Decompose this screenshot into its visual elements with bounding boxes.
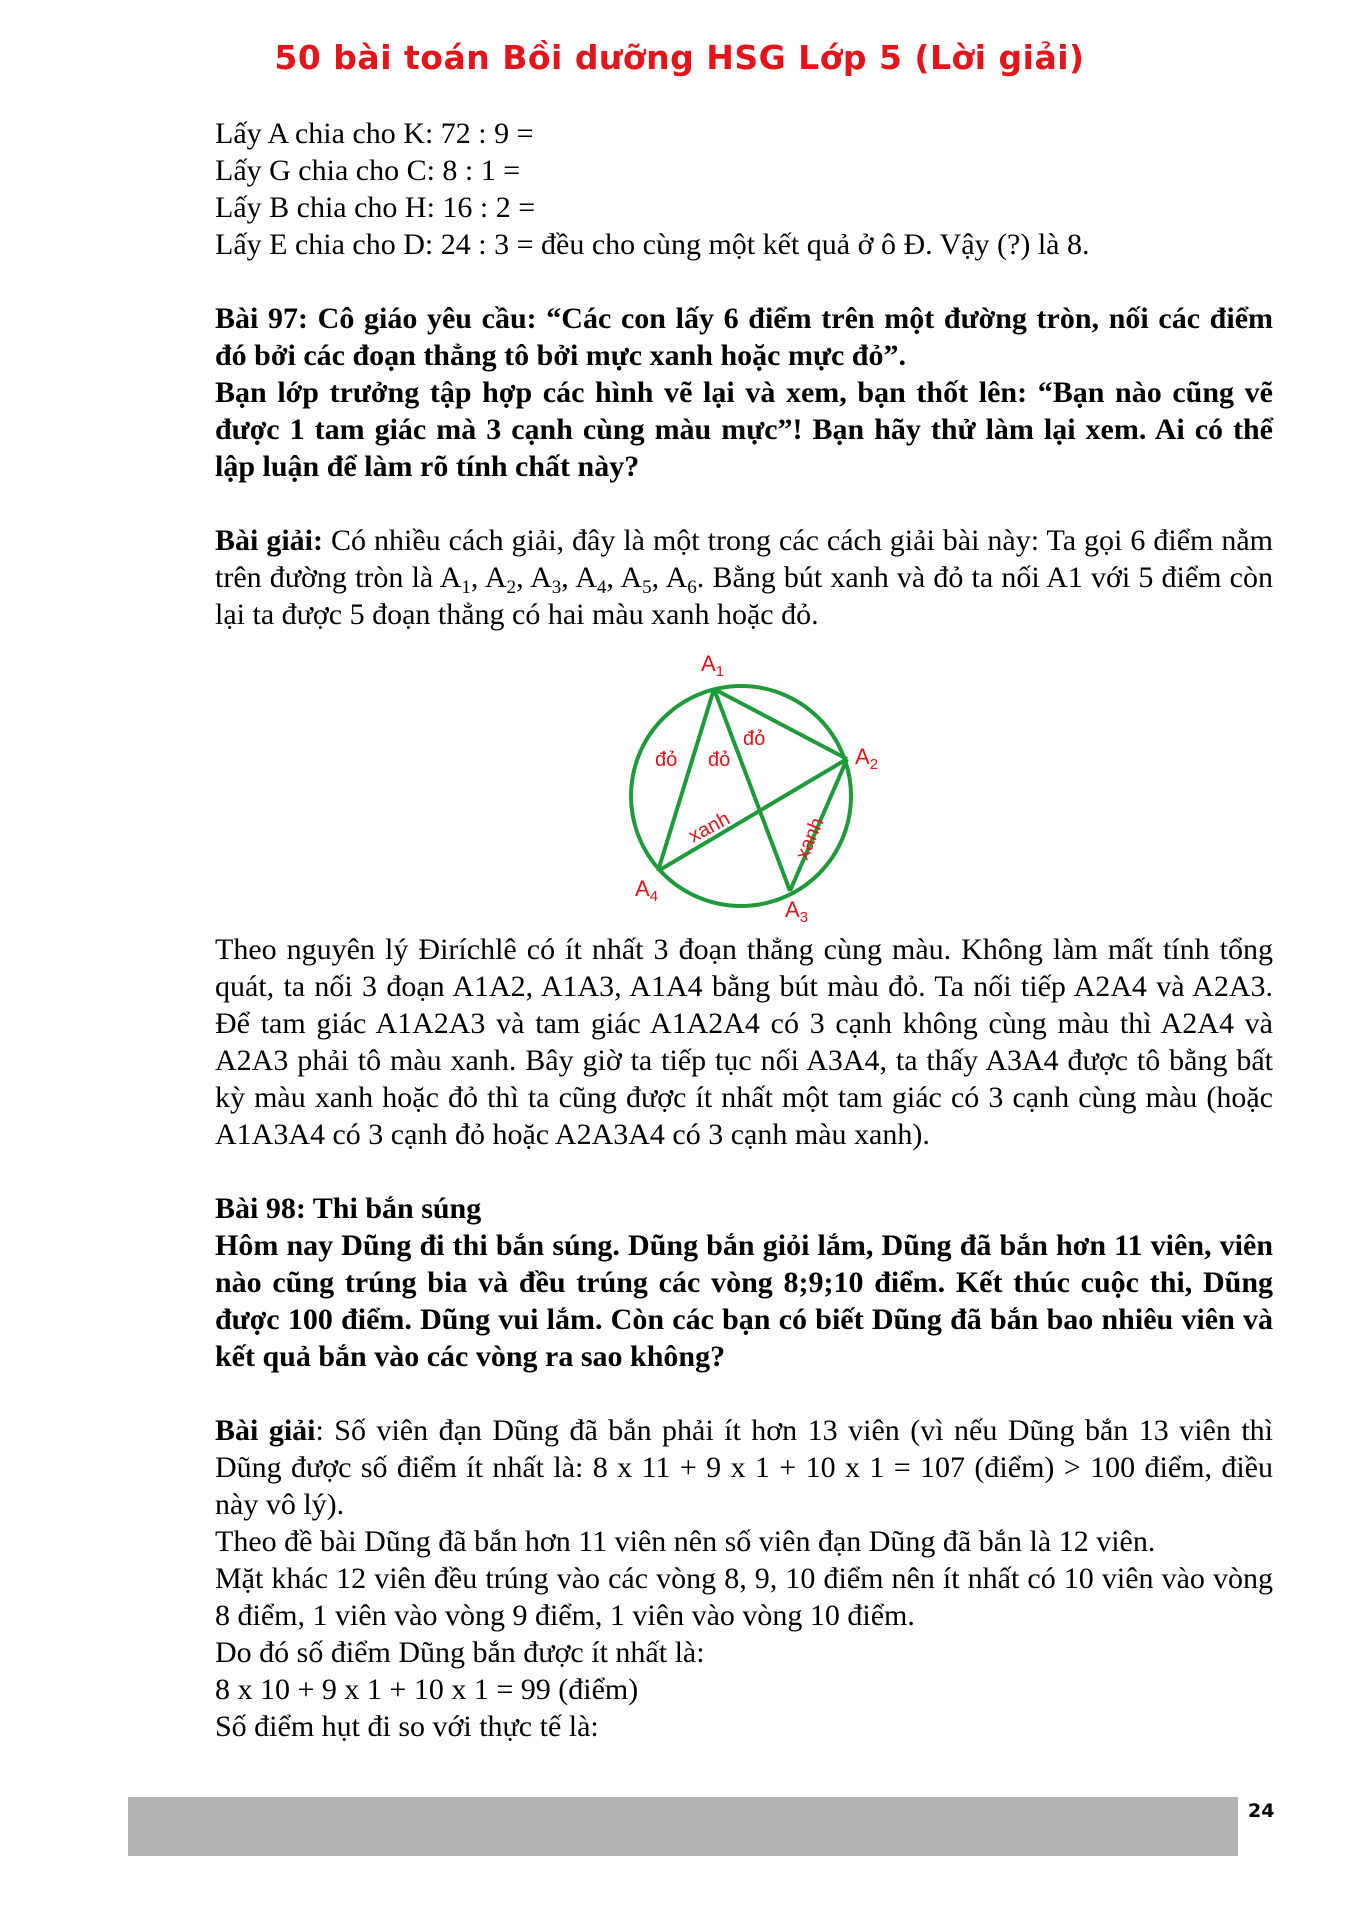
edge-label-cross: xanh: [685, 807, 734, 848]
page-content: [215, 115, 1273, 1745]
bai97-solution-1b: Bằng bút xanh và đỏ ta nối A1 với 5 điểm còn lại ta được 5 đoạn thẳng có hai màu xanh hoặc đỏ.: [215, 561, 1273, 631]
vertex-a3-label: $A_3$: [785, 897, 809, 926]
spacer: [215, 485, 1273, 522]
edge-label-top: đỏ: [743, 728, 766, 750]
edge-a1-a3: [714, 689, 790, 891]
intro-line-3: Lấy B chia cho H: 16 : 2 =: [215, 191, 536, 224]
bai98-solution-1-text: : Số viên đạn Dũng đã bắn phải ít hơn 13 viên (vì nếu Dũng bắn 13 viên thì Dũng được số điểm ít nhất là: 8 x 11 + 9 x 1 + 10 x 1 = 107 (điểm) > 100 điểm, điều này vô lý).: [215, 1414, 1273, 1521]
vertex-a4-label: $A_4$: [635, 876, 659, 905]
bai98-solution-1: [215, 1412, 1273, 1523]
spacer: [215, 1153, 1273, 1190]
bai97-solution-1: Bài giải: Có nhiều cách giải, đây là một trong các cách giải bài này: Ta gọi 6 điểm nằm trên đường tròn là $A_1$, $A_2$, $A_3$, $A_4$, $A_5$, $A_6$. Bằng bút xanh và đỏ ta nối A1 với 5 điểm còn lại ta được 5 đoạn thẳng có hai màu xanh hoặc đỏ.: [215, 524, 1273, 631]
page-number: 24: [1248, 1800, 1275, 1822]
intro-line-1: Lấy A chia cho K: 72 : 9 =: [215, 117, 534, 150]
bai98-line-6: Số điểm hụt đi so với thực tế là:: [215, 1710, 599, 1743]
intro-line-4: Lấy E chia cho D: 24 : 3 = đều cho cùng một kết quả ở ô Đ. Vậy (?) là 8.: [215, 228, 1090, 261]
edge-a1-a2: [714, 689, 847, 759]
bai98-line-4: Do đó số điểm Dũng bắn được ít nhất là:: [215, 1636, 705, 1669]
bai98-line-5: 8 x 10 + 9 x 1 + 10 x 1 = 99 (điểm): [215, 1673, 639, 1706]
bai97-problem-2: Bạn lớp trưởng tập hợp các hình vẽ lại và xem, bạn thốt lên: “Bạn nào cũng vẽ được 1 tam giác mà 3 cạnh cùng màu mực”! Bạn hãy thử làm lại xem. Ai có thể lập luận để làm rõ tính chất này?: [215, 376, 1273, 483]
bai97-problem-1: Bài 97: Cô giáo yêu cầu: “Các con lấy 6 điểm trên một đường tròn, nối các điểm đó bởi các đoạn thẳng tô bởi mực xanh hoặc mực đỏ”.: [215, 302, 1273, 372]
bai98-title: Bài 98: Thi bắn súng: [215, 1192, 482, 1225]
edge-label-right: xanh: [791, 814, 829, 863]
spacer: [215, 263, 1273, 300]
bai98-solution-label: Bài giải: [215, 1414, 316, 1447]
vertex-a2-label: $A_2$: [855, 744, 879, 773]
circle-figure: [215, 651, 1273, 926]
bai98-line-2: Theo đề bài Dũng đã bắn hơn 11 viên nên số viên đạn Dũng đã bắn là 12 viên.: [215, 1525, 1156, 1558]
spacer: [215, 1375, 1273, 1412]
page-header-title: 50 bài toán Bồi dưỡng HSG Lớp 5 (Lời giải): [274, 38, 1085, 77]
intro-line-2: Lấy G chia cho C: 8 : 1 =: [215, 154, 521, 187]
bai98-problem: Hôm nay Dũng đi thi bắn súng. Dũng bắn giỏi lắm, Dũng đã bắn hơn 11 viên, viên nào cũng trúng bia và đều trúng các vòng 8;9;10 điểm. Kết thúc cuộc thi, Dũng được 100 điểm. Dũng vui lắm. Còn các bạn có biết Dũng đã bắn bao nhiêu viên và kết quả bắn vào các vòng ra sao không?: [215, 1229, 1273, 1373]
circle-outline: [631, 686, 851, 906]
vertex-a1-label: $A_1$: [701, 651, 725, 680]
footer-bar: [128, 1797, 1238, 1856]
bai97-solution-label: Bài giải:: [215, 524, 323, 557]
circle-diagram: [615, 651, 879, 926]
bai98-line-3: Mặt khác 12 viên đều trúng vào các vòng 8, 9, 10 điểm nên ít nhất có 10 viên vào vòng 8 điểm, 1 viên vào vòng 9 điểm, 1 viên vào vòng 10 điểm.: [215, 1562, 1273, 1632]
edge-label-middle: đỏ: [708, 749, 731, 771]
edge-label-left: đỏ: [655, 749, 678, 771]
bai97-solution-2: Theo nguyên lý Điríchlê có ít nhất 3 đoạn thẳng cùng màu. Không làm mất tính tổng quát, ta nối 3 đoạn A1A2, A1A3, A1A4 bằng bút màu đỏ. Ta nối tiếp A2A4 và A2A3. Để tam giác A1A2A3 và tam giác A1A2A4 có 3 cạnh không cùng màu thì A2A4 và A2A3 phải tô màu xanh. Bây giờ ta tiếp tục nối A3A4, ta thấy A3A4 được tô bằng bất kỳ màu xanh hoặc đỏ thì ta cũng được ít nhất một tam giác có 3 cạnh cùng màu (hoặc A1A3A4 có 3 cạnh đỏ hoặc A2A3A4 có 3 cạnh màu xanh).: [215, 933, 1273, 1151]
bai97-solution-1a: Có nhiều cách giải, đây là một trong các cách giải bài này: Ta gọi 6 điểm nằm trên đường tròn là A: [215, 524, 1273, 594]
